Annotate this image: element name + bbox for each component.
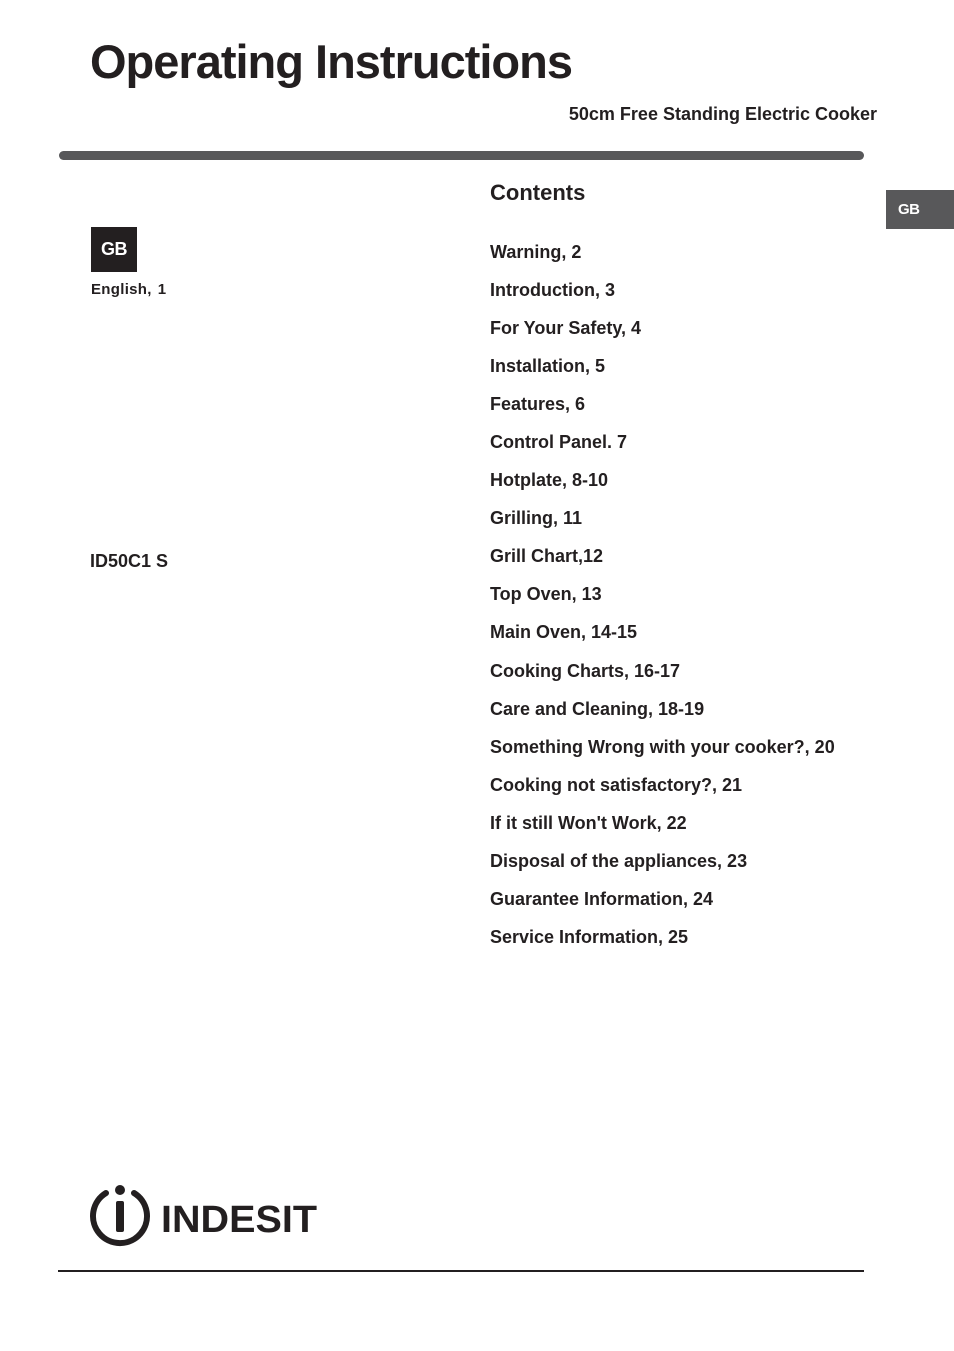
contents-item[interactable]: For Your Safety, 4 <box>490 318 642 339</box>
contents-item[interactable]: If it still Won't Work, 22 <box>490 812 687 833</box>
indesit-wordmark: INDESIT <box>161 1199 317 1241</box>
contents-item[interactable]: Disposal of the appliances, 23 <box>490 850 748 871</box>
language-page-number: 1 <box>157 281 167 298</box>
language-side-tab: GB <box>886 190 954 229</box>
contents-item[interactable]: Main Oven, 14-15 <box>490 622 638 643</box>
contents-item[interactable]: Cooking not satisfactory?, 21 <box>490 774 743 795</box>
contents-item[interactable]: Features, 6 <box>490 394 586 415</box>
contents-item[interactable]: Control Panel. 7 <box>490 432 628 453</box>
language-entry[interactable] <box>91 281 166 298</box>
contents-item[interactable]: Top Oven, 13 <box>490 584 602 605</box>
contents-item[interactable]: Hotplate, 8-10 <box>490 470 609 491</box>
contents-item[interactable]: Installation, 5 <box>490 356 606 377</box>
contents-item[interactable]: Warning, 2 <box>490 242 582 262</box>
indesit-logo <box>89 1184 321 1248</box>
contents-item[interactable]: Grilling, 11 <box>490 508 583 529</box>
model-number: ID50C1 S <box>90 551 169 571</box>
footer-divider <box>58 1270 864 1272</box>
contents-item[interactable]: Service Information, 25 <box>490 926 689 947</box>
contents-item[interactable]: Grill Chart,12 <box>490 546 604 567</box>
page-title: Operating Instructions <box>90 35 572 88</box>
language-badge: GB <box>91 227 137 272</box>
contents-list <box>490 241 835 964</box>
contents-item[interactable]: Care and Cleaning, 18-19 <box>490 698 705 719</box>
language-name: English, <box>91 281 152 298</box>
indesit-logo-icon <box>93 1185 147 1243</box>
contents-item[interactable]: Guarantee Information, 24 <box>490 888 714 909</box>
contents-item[interactable]: Introduction, 3 <box>490 280 615 301</box>
product-subtitle: 50cm Free Standing Electric Cooker <box>568 104 877 124</box>
header-divider <box>59 151 864 160</box>
contents-heading: Contents <box>490 180 586 205</box>
contents-item[interactable]: Cooking Charts, 16-17 <box>490 660 681 681</box>
contents-item[interactable]: Something Wrong with your cooker?, 20 <box>490 736 835 757</box>
